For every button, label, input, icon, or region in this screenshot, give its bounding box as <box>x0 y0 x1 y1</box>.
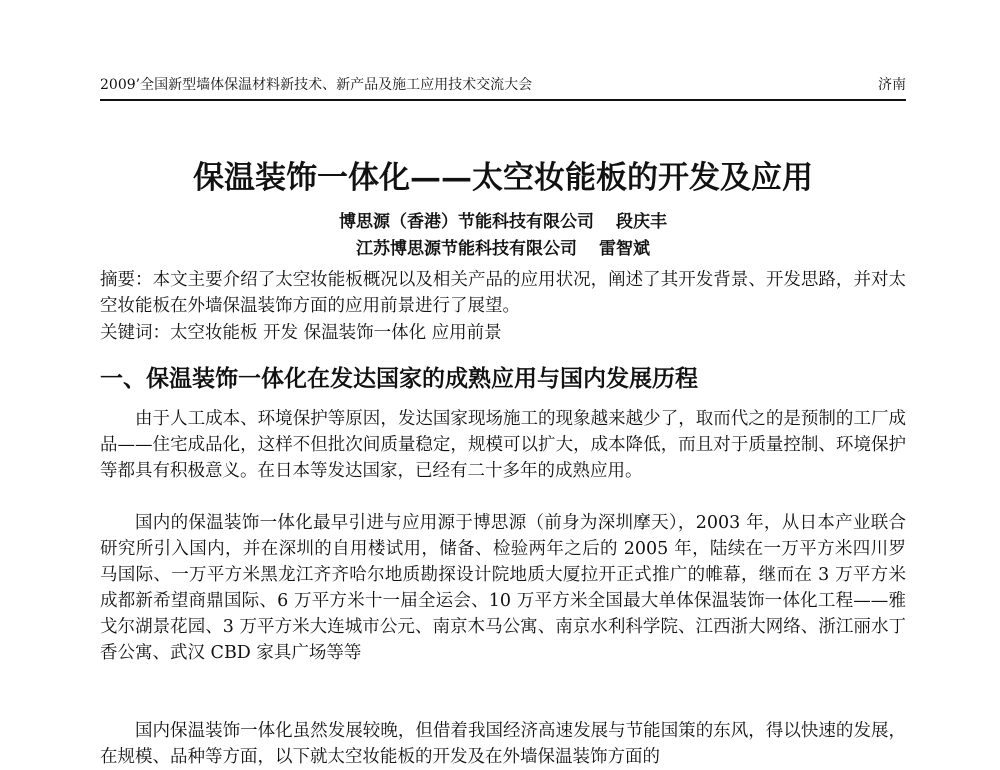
conference-name: 2009’全国新型墙体保温材料新技术、新产品及施工应用技术交流大会 <box>100 77 533 93</box>
author-line-1 <box>100 209 906 235</box>
keywords: 关键词：太空妆能板 开发 保温装饰一体化 应用前景 <box>100 323 502 343</box>
body-paragraph: 国内保温装饰一体化虽然发展较晚，但借着我国经济高速发展与节能国策的东风，得以快速的发展，在规模、品种等方面，以下就太空妆能板的开发及在外墙保温装饰方面的 <box>100 721 906 767</box>
abstract: 摘要：本文主要介绍了太空妆能板概况以及相关产品的应用状况，阐述了其开发背景、开发思路，并对太空妆能板在外墙保温装饰方面的应用前景进行了展望。 <box>100 270 906 316</box>
body-paragraph: 由于人工成本、环境保护等原因，发达国家现场施工的现象越来越少了，取而代之的是预制的工厂成品——住宅成品化，这样不但批次间质量稳定，规模可以扩大，成本降低，而且对于质量控制、环境保护等都具有积极意义。在日本等发达国家，已经有二十多年的成熟应用。 <box>100 409 906 481</box>
conference-location: 济南 <box>878 77 906 93</box>
author-affiliation: 江苏博思源节能科技有限公司 <box>356 239 577 259</box>
author-name: 雷智斌 <box>599 239 650 259</box>
body-paragraph: 国内的保温装饰一体化最早引进与应用源于博思源（前身为深圳摩天），2003 年，从日本产业联合研究所引入国内，并在深圳的自用楼试用，储备、检验两年之后的 2005 年，陆续在一万平方米四川罗马国际、一万平方米黑龙江齐齐哈尔地质勘探设计院地质大厦拉开正式推广的帷幕，继而在 3 万平方米成都新希望商鼎国际、6 万平方米十一届全运会、10 万平方米全国最大单体保温装饰一体化工程——雅戈尔湖景花园、3 万平方米大连城市公元、南京木马公寓、南京水利科学院、江西浙大网络、浙江丽水丁香公寓、武汉 CBD 家具广场等等 <box>100 513 906 663</box>
author-name: 段庆丰 <box>616 212 667 232</box>
header-rule <box>100 99 906 101</box>
author-affiliation: 博思源（香港）节能科技有限公司 <box>339 212 594 232</box>
author-line-2 <box>100 236 906 262</box>
section-heading: 一、保温装饰一体化在发达国家的成熟应用与国内发展历程 <box>100 365 698 392</box>
paper-title: 保温装饰一体化——太空妆能板的开发及应用 <box>193 160 813 196</box>
running-header <box>100 74 906 96</box>
